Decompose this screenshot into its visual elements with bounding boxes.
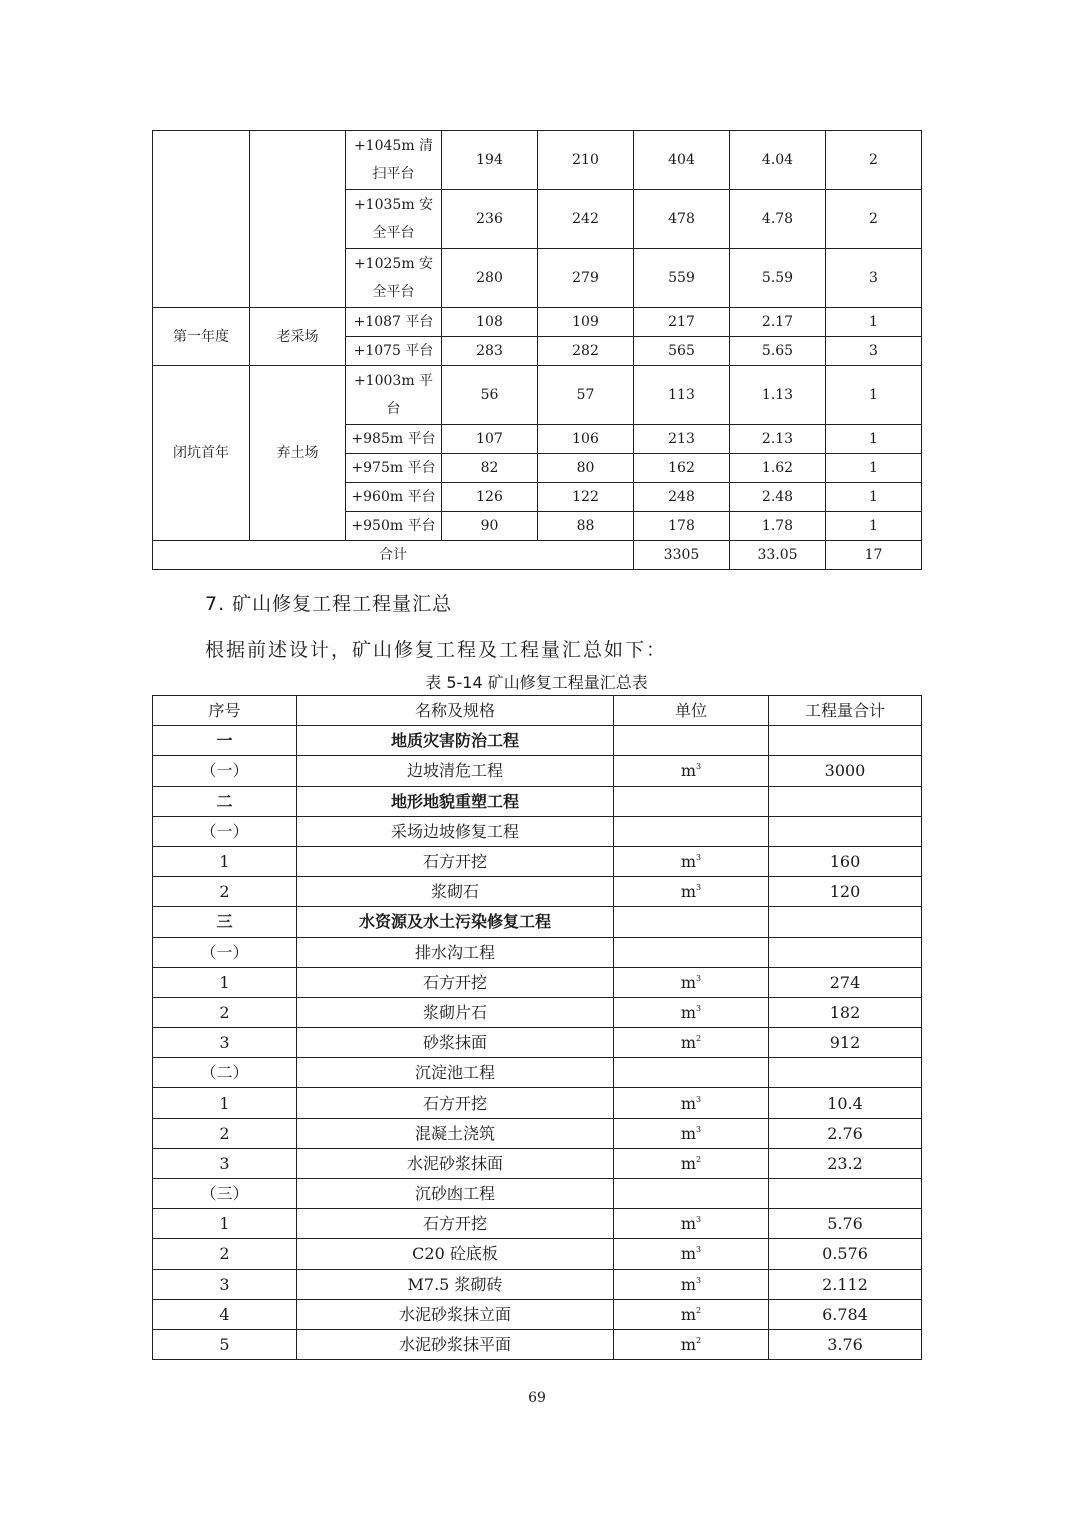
table-row <box>153 1148 922 1178</box>
row-unit <box>614 786 769 816</box>
value-cell: 122 <box>538 483 634 512</box>
row-quantity <box>769 907 922 937</box>
row-number: 1 <box>153 846 297 876</box>
value-cell: 80 <box>538 454 634 483</box>
unit-base: m <box>680 1002 697 1022</box>
location-cell: +960m 平台 <box>346 483 442 512</box>
value-cell: 404 <box>634 131 730 190</box>
total-value: 17 <box>826 541 922 570</box>
row-number: 1 <box>153 1088 297 1118</box>
location-cell: +1075 平台 <box>346 337 442 366</box>
value-cell: 107 <box>442 425 538 454</box>
row-quantity: 6.784 <box>769 1299 922 1329</box>
location-cell: +1025m 安全平台 <box>346 249 442 308</box>
row-unit <box>614 1118 769 1148</box>
row-name: 混凝土浇筑 <box>297 1118 614 1148</box>
site-cell-empty <box>250 131 346 308</box>
unit-base: m <box>680 1033 697 1053</box>
row-unit <box>614 846 769 876</box>
value-cell: 248 <box>634 483 730 512</box>
unit-exponent: 3 <box>696 1094 702 1104</box>
row-quantity <box>769 816 922 846</box>
row-number: 5 <box>153 1329 297 1359</box>
value-cell: 279 <box>538 249 634 308</box>
table-row <box>153 877 922 907</box>
table-row <box>153 907 922 937</box>
row-name: C20 砼底板 <box>297 1239 614 1269</box>
value-cell: 280 <box>442 249 538 308</box>
value-cell: 5.59 <box>730 249 826 308</box>
row-number: 2 <box>153 1118 297 1148</box>
row-quantity: 160 <box>769 846 922 876</box>
value-cell: 213 <box>634 425 730 454</box>
unit-base: m <box>680 1335 697 1355</box>
unit-exponent: 3 <box>696 1215 702 1225</box>
unit-base: m <box>680 1153 697 1173</box>
table-row <box>153 1028 922 1058</box>
summary-table-body <box>153 726 922 1360</box>
unit-base: m <box>680 1244 697 1264</box>
unit-base: m <box>680 972 697 992</box>
row-number: 一 <box>153 726 297 756</box>
value-cell: 1 <box>826 425 922 454</box>
unit-exponent: 2 <box>696 1336 702 1346</box>
table-row <box>153 997 922 1027</box>
row-name: 石方开挖 <box>297 1088 614 1118</box>
location-cell: +985m 平台 <box>346 425 442 454</box>
location-cell: +1035m 安全平台 <box>346 190 442 249</box>
row-number: 二 <box>153 786 297 816</box>
value-cell: 565 <box>634 337 730 366</box>
row-unit <box>614 937 769 967</box>
row-name: 沉砂凼工程 <box>297 1179 614 1209</box>
header-no: 序号 <box>153 696 297 726</box>
value-cell: 109 <box>538 308 634 337</box>
value-cell: 236 <box>442 190 538 249</box>
row-name: 水资源及水土污染修复工程 <box>297 907 614 937</box>
row-number: 1 <box>153 967 297 997</box>
value-cell: 5.65 <box>730 337 826 366</box>
table-row <box>153 1118 922 1148</box>
quantity-continuation-table <box>152 130 922 570</box>
row-number: 3 <box>153 1028 297 1058</box>
row-unit <box>614 1058 769 1088</box>
page-number: 69 <box>528 1390 546 1406</box>
location-cell: +1087 平台 <box>346 308 442 337</box>
table-caption: 表 5-14 矿山修复工程量汇总表 <box>425 673 648 692</box>
row-unit <box>614 1088 769 1118</box>
unit-base: m <box>680 1304 697 1324</box>
row-name: 水泥砂浆抹平面 <box>297 1329 614 1359</box>
row-unit <box>614 1239 769 1269</box>
value-cell: 1 <box>826 308 922 337</box>
table-row <box>153 131 922 190</box>
row-name: 沉淀池工程 <box>297 1058 614 1088</box>
table-row <box>153 1209 922 1239</box>
row-quantity: 2.76 <box>769 1118 922 1148</box>
table-row <box>153 816 922 846</box>
value-cell: 108 <box>442 308 538 337</box>
unit-base: m <box>680 882 697 902</box>
table-row <box>153 937 922 967</box>
row-unit <box>614 1329 769 1359</box>
value-cell: 2.48 <box>730 483 826 512</box>
row-unit <box>614 1299 769 1329</box>
row-name: 水泥砂浆抹面 <box>297 1148 614 1178</box>
row-unit <box>614 967 769 997</box>
value-cell: 210 <box>538 131 634 190</box>
period-cell: 第一年度 <box>153 308 250 366</box>
value-cell: 242 <box>538 190 634 249</box>
row-number: 3 <box>153 1269 297 1299</box>
value-cell: 283 <box>442 337 538 366</box>
row-name: 浆砌石 <box>297 877 614 907</box>
row-name: 石方开挖 <box>297 846 614 876</box>
location-cell: +1045m 清扫平台 <box>346 131 442 190</box>
value-cell: 1.78 <box>730 512 826 541</box>
table-row <box>153 726 922 756</box>
row-unit <box>614 1179 769 1209</box>
value-cell: 1.62 <box>730 454 826 483</box>
value-cell: 178 <box>634 512 730 541</box>
row-unit <box>614 997 769 1027</box>
table-row <box>153 1269 922 1299</box>
row-quantity <box>769 1179 922 1209</box>
row-name: 砂浆抹面 <box>297 1028 614 1058</box>
site-cell: 老采场 <box>250 308 346 366</box>
row-number: （一） <box>153 816 297 846</box>
unit-exponent: 2 <box>696 1034 702 1044</box>
unit-base: m <box>680 761 697 781</box>
value-cell: 4.04 <box>730 131 826 190</box>
row-quantity <box>769 726 922 756</box>
table-row <box>153 366 922 425</box>
value-cell: 1 <box>826 454 922 483</box>
value-cell: 90 <box>442 512 538 541</box>
section-heading: 7. 矿山修复工程工程量汇总 <box>205 593 453 615</box>
unit-exponent: 3 <box>696 1275 702 1285</box>
header-name: 名称及规格 <box>297 696 614 726</box>
row-quantity: 3.76 <box>769 1329 922 1359</box>
table-row <box>153 1058 922 1088</box>
row-name: 排水沟工程 <box>297 937 614 967</box>
row-number: 1 <box>153 1209 297 1239</box>
row-unit <box>614 877 769 907</box>
row-name: 石方开挖 <box>297 1209 614 1239</box>
row-number: 2 <box>153 877 297 907</box>
row-quantity: 120 <box>769 877 922 907</box>
value-cell: 4.78 <box>730 190 826 249</box>
row-quantity: 2.112 <box>769 1269 922 1299</box>
table-row <box>153 846 922 876</box>
unit-exponent: 3 <box>696 1003 702 1013</box>
value-cell: 2 <box>826 190 922 249</box>
row-quantity <box>769 786 922 816</box>
value-cell: 282 <box>538 337 634 366</box>
unit-exponent: 2 <box>696 1154 702 1164</box>
total-label: 合计 <box>153 541 634 570</box>
unit-exponent: 3 <box>696 1124 702 1134</box>
header-qty: 工程量合计 <box>769 696 922 726</box>
row-number: （二） <box>153 1058 297 1088</box>
row-quantity: 5.76 <box>769 1209 922 1239</box>
row-quantity: 0.576 <box>769 1239 922 1269</box>
period-cell: 闭坑首年 <box>153 366 250 541</box>
row-number: 三 <box>153 907 297 937</box>
unit-exponent: 3 <box>696 853 702 863</box>
value-cell: 106 <box>538 425 634 454</box>
value-cell: 478 <box>634 190 730 249</box>
row-name: 水泥砂浆抹立面 <box>297 1299 614 1329</box>
unit-base: m <box>680 1123 697 1143</box>
period-cell-empty <box>153 131 250 308</box>
row-number: （一） <box>153 756 297 786</box>
row-unit <box>614 907 769 937</box>
unit-base: m <box>680 1214 697 1234</box>
row-quantity: 10.4 <box>769 1088 922 1118</box>
row-name: 浆砌片石 <box>297 997 614 1027</box>
unit-exponent: 3 <box>696 973 702 983</box>
row-unit <box>614 756 769 786</box>
row-unit <box>614 1028 769 1058</box>
value-cell: 3 <box>826 337 922 366</box>
location-cell: +1003m 平台 <box>346 366 442 425</box>
total-value: 33.05 <box>730 541 826 570</box>
value-cell: 2.17 <box>730 308 826 337</box>
row-quantity: 23.2 <box>769 1148 922 1178</box>
value-cell: 82 <box>442 454 538 483</box>
table-row <box>153 1239 922 1269</box>
unit-base: m <box>680 852 697 872</box>
row-name: M7.5 浆砌砖 <box>297 1269 614 1299</box>
row-unit <box>614 1269 769 1299</box>
value-cell: 162 <box>634 454 730 483</box>
total-row <box>153 541 922 570</box>
row-quantity: 3000 <box>769 756 922 786</box>
value-cell: 217 <box>634 308 730 337</box>
total-value: 3305 <box>634 541 730 570</box>
site-cell: 弃土场 <box>250 366 346 541</box>
header-unit: 单位 <box>614 696 769 726</box>
row-quantity: 182 <box>769 997 922 1027</box>
unit-exponent: 3 <box>696 762 702 772</box>
row-unit <box>614 816 769 846</box>
summary-table <box>152 695 922 1360</box>
unit-base: m <box>680 1093 697 1113</box>
value-cell: 126 <box>442 483 538 512</box>
row-quantity: 912 <box>769 1028 922 1058</box>
table-row <box>153 756 922 786</box>
row-unit <box>614 1209 769 1239</box>
row-number: （一） <box>153 937 297 967</box>
row-name: 石方开挖 <box>297 967 614 997</box>
table-row <box>153 967 922 997</box>
table-row <box>153 786 922 816</box>
unit-exponent: 3 <box>696 883 702 893</box>
row-name: 采场边坡修复工程 <box>297 816 614 846</box>
row-name: 边坡清危工程 <box>297 756 614 786</box>
value-cell: 194 <box>442 131 538 190</box>
value-cell: 1 <box>826 483 922 512</box>
location-cell: +950m 平台 <box>346 512 442 541</box>
table-row <box>153 1329 922 1359</box>
row-name: 地形地貌重塑工程 <box>297 786 614 816</box>
row-quantity <box>769 1058 922 1088</box>
intro-paragraph: 根据前述设计，矿山修复工程及工程量汇总如下： <box>205 639 668 661</box>
row-quantity <box>769 937 922 967</box>
unit-exponent: 2 <box>696 1305 702 1315</box>
location-cell: +975m 平台 <box>346 454 442 483</box>
unit-base: m <box>680 1274 697 1294</box>
value-cell: 56 <box>442 366 538 425</box>
row-name: 地质灾害防治工程 <box>297 726 614 756</box>
table-row <box>153 1299 922 1329</box>
value-cell: 88 <box>538 512 634 541</box>
value-cell: 113 <box>634 366 730 425</box>
row-number: 3 <box>153 1148 297 1178</box>
table-header-row <box>153 696 922 726</box>
row-number: 4 <box>153 1299 297 1329</box>
value-cell: 559 <box>634 249 730 308</box>
row-number: 2 <box>153 997 297 1027</box>
unit-exponent: 3 <box>696 1245 702 1255</box>
table-row <box>153 1088 922 1118</box>
value-cell: 3 <box>826 249 922 308</box>
row-unit <box>614 1148 769 1178</box>
row-quantity: 274 <box>769 967 922 997</box>
value-cell: 2 <box>826 131 922 190</box>
value-cell: 1 <box>826 512 922 541</box>
row-unit <box>614 726 769 756</box>
table-row <box>153 308 922 337</box>
value-cell: 57 <box>538 366 634 425</box>
table-row <box>153 1179 922 1209</box>
row-number: （三） <box>153 1179 297 1209</box>
value-cell: 2.13 <box>730 425 826 454</box>
value-cell: 1.13 <box>730 366 826 425</box>
value-cell: 1 <box>826 366 922 425</box>
row-number: 2 <box>153 1239 297 1269</box>
